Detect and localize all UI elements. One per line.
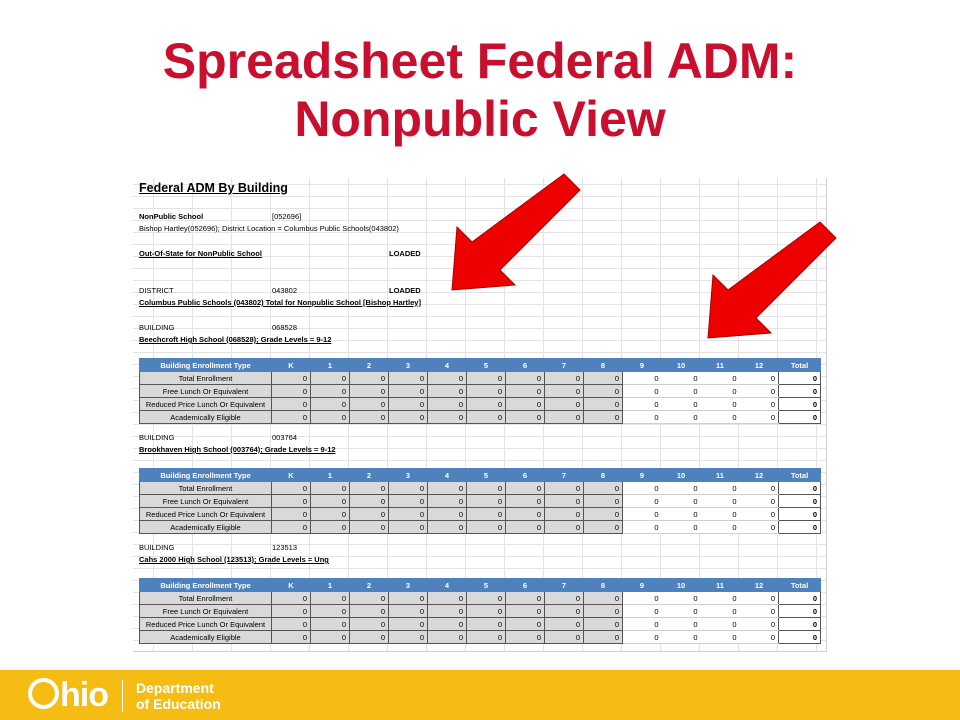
table-cell: 0 (311, 482, 350, 495)
table-cell: 0 (740, 618, 779, 631)
table-cell: 0 (545, 372, 584, 385)
table-row (140, 618, 821, 631)
table-cell: 0 (584, 521, 623, 534)
building-name: Beechcroft High School (068528); Grade Levels = 9-12 (139, 335, 332, 344)
enrollment-table (139, 358, 821, 424)
column-header: 9 (623, 359, 662, 372)
table-cell: 0 (623, 411, 662, 424)
column-header: 5 (467, 359, 506, 372)
table-cell: 0 (701, 385, 740, 398)
oos-status: LOADED (389, 249, 421, 258)
table-cell: 0 (350, 605, 389, 618)
table-cell: 0 (272, 631, 311, 644)
table-cell: 0 (584, 372, 623, 385)
sheet-heading: Federal ADM By Building (139, 181, 288, 195)
table-cell: 0 (779, 592, 821, 605)
table-cell: 0 (584, 508, 623, 521)
row-label: Free Lunch Or Equivalent (140, 605, 272, 618)
table-cell: 0 (779, 605, 821, 618)
table-cell: 0 (506, 411, 545, 424)
table-cell: 0 (623, 631, 662, 644)
table-cell: 0 (584, 605, 623, 618)
column-header: 10 (662, 359, 701, 372)
table-cell: 0 (545, 592, 584, 605)
table-cell: 0 (623, 385, 662, 398)
table-cell: 0 (311, 372, 350, 385)
column-header: 3 (389, 359, 428, 372)
table-cell: 0 (545, 631, 584, 644)
table-cell: 0 (662, 372, 701, 385)
table-cell: 0 (311, 411, 350, 424)
table-cell: 0 (545, 482, 584, 495)
table-row (140, 605, 821, 618)
enrollment-table (139, 578, 821, 644)
table-cell: 0 (350, 411, 389, 424)
table-cell: 0 (701, 411, 740, 424)
column-header: 9 (623, 579, 662, 592)
table-cell: 0 (389, 631, 428, 644)
column-header: 7 (545, 469, 584, 482)
table-cell: 0 (272, 482, 311, 495)
ohio-logo (28, 676, 108, 714)
table-cell: 0 (389, 508, 428, 521)
oos-label: Out-Of-State for NonPublic School (139, 249, 262, 258)
nonpublic-label: NonPublic School (139, 212, 204, 221)
table-cell: 0 (272, 618, 311, 631)
table-cell: 0 (311, 605, 350, 618)
table-cell: 0 (740, 398, 779, 411)
table-cell: 0 (428, 631, 467, 644)
column-header: 6 (506, 469, 545, 482)
table-cell: 0 (584, 385, 623, 398)
table-cell: 0 (740, 372, 779, 385)
table-cell: 0 (506, 508, 545, 521)
column-header: 8 (584, 469, 623, 482)
table-cell: 0 (311, 592, 350, 605)
column-header: 2 (350, 469, 389, 482)
row-label: Reduced Price Lunch Or Equivalent (140, 618, 272, 631)
building-label: BUILDING (139, 543, 175, 552)
table-cell: 0 (545, 495, 584, 508)
table-cell: 0 (779, 618, 821, 631)
column-header: 7 (545, 579, 584, 592)
table-cell: 0 (506, 618, 545, 631)
column-header: 4 (428, 579, 467, 592)
table-cell: 0 (389, 385, 428, 398)
table-cell: 0 (467, 482, 506, 495)
table-cell: 0 (623, 521, 662, 534)
row-label: Reduced Price Lunch Or Equivalent (140, 508, 272, 521)
table-cell: 0 (662, 482, 701, 495)
table-cell: 0 (623, 508, 662, 521)
ohio-logo-ring-icon (28, 678, 59, 709)
table-cell: 0 (428, 398, 467, 411)
title-line-2: Nonpublic View (294, 91, 666, 147)
district-total-line: Columbus Public Schools (043802) Total for Nonpublic School [Bishop Hartley] (139, 298, 421, 307)
table-cell: 0 (584, 482, 623, 495)
district-code: 043802 (272, 286, 298, 295)
table-cell: 0 (272, 495, 311, 508)
table-cell: 0 (740, 521, 779, 534)
table-row (140, 508, 821, 521)
table-cell: 0 (428, 592, 467, 605)
table-row (140, 495, 821, 508)
dept-line-2: of Education (136, 696, 221, 712)
table-cell: 0 (779, 495, 821, 508)
table-cell: 0 (779, 508, 821, 521)
table-cell: 0 (350, 482, 389, 495)
table-cell: 0 (506, 592, 545, 605)
column-header: 4 (428, 469, 467, 482)
table-cell: 0 (272, 521, 311, 534)
table-cell: 0 (467, 495, 506, 508)
column-header: Building Enrollment Type (140, 469, 272, 482)
column-header: Total (779, 359, 821, 372)
table-cell: 0 (350, 521, 389, 534)
table-cell: 0 (428, 508, 467, 521)
table-cell: 0 (467, 592, 506, 605)
table-cell: 0 (428, 495, 467, 508)
table-cell: 0 (428, 411, 467, 424)
table-cell: 0 (389, 605, 428, 618)
column-header: K (272, 359, 311, 372)
table-cell: 0 (545, 411, 584, 424)
table-cell: 0 (545, 605, 584, 618)
column-header: 1 (311, 469, 350, 482)
table-cell: 0 (311, 495, 350, 508)
table-cell: 0 (701, 631, 740, 644)
table-row (140, 372, 821, 385)
column-header: Total (779, 469, 821, 482)
row-label: Free Lunch Or Equivalent (140, 495, 272, 508)
table-cell: 0 (623, 605, 662, 618)
table-cell: 0 (428, 385, 467, 398)
column-header: K (272, 579, 311, 592)
table-cell: 0 (389, 398, 428, 411)
table-cell: 0 (272, 592, 311, 605)
row-label: Total Enrollment (140, 372, 272, 385)
column-header: 4 (428, 359, 467, 372)
table-cell: 0 (311, 631, 350, 644)
table-cell: 0 (545, 385, 584, 398)
table-row (140, 631, 821, 644)
enrollment-table (139, 468, 821, 534)
table-cell: 0 (623, 592, 662, 605)
table-cell: 0 (662, 385, 701, 398)
table-cell: 0 (272, 385, 311, 398)
column-header: 1 (311, 579, 350, 592)
table-cell: 0 (545, 508, 584, 521)
table-cell: 0 (779, 521, 821, 534)
table-cell: 0 (584, 592, 623, 605)
table-cell: 0 (662, 618, 701, 631)
table-cell: 0 (272, 508, 311, 521)
column-header: 1 (311, 359, 350, 372)
table-cell: 0 (467, 618, 506, 631)
table-cell: 0 (584, 631, 623, 644)
column-header: Total (779, 579, 821, 592)
table-cell: 0 (623, 618, 662, 631)
table-cell: 0 (428, 605, 467, 618)
column-header: 2 (350, 359, 389, 372)
column-header: 9 (623, 469, 662, 482)
table-cell: 0 (662, 592, 701, 605)
table-cell: 0 (545, 521, 584, 534)
table-cell: 0 (662, 495, 701, 508)
table-cell: 0 (506, 605, 545, 618)
column-header: 12 (740, 359, 779, 372)
column-header: 6 (506, 579, 545, 592)
row-label: Academically Eligible (140, 631, 272, 644)
table-cell: 0 (467, 508, 506, 521)
table-cell: 0 (623, 495, 662, 508)
table-cell: 0 (389, 521, 428, 534)
table-cell: 0 (311, 618, 350, 631)
table-cell: 0 (428, 372, 467, 385)
nonpublic-code: [052696] (272, 212, 302, 221)
table-cell: 0 (272, 605, 311, 618)
table-cell: 0 (428, 482, 467, 495)
department-name (136, 680, 221, 712)
row-label: Total Enrollment (140, 592, 272, 605)
table-cell: 0 (428, 618, 467, 631)
table-cell: 0 (623, 482, 662, 495)
table-cell: 0 (272, 398, 311, 411)
table-cell: 0 (506, 398, 545, 411)
table-cell: 0 (545, 398, 584, 411)
column-header: 12 (740, 469, 779, 482)
table-cell: 0 (779, 372, 821, 385)
table-cell: 0 (701, 618, 740, 631)
building-code: 068528 (272, 323, 298, 332)
table-cell: 0 (311, 398, 350, 411)
location-line: Bishop Hartley(052696); District Location = Columbus Public Schools(043802) (139, 224, 399, 233)
table-cell: 0 (506, 372, 545, 385)
table-cell: 0 (467, 411, 506, 424)
column-header: 5 (467, 469, 506, 482)
row-label: Reduced Price Lunch Or Equivalent (140, 398, 272, 411)
table-cell: 0 (272, 372, 311, 385)
table-cell: 0 (506, 385, 545, 398)
row-label: Total Enrollment (140, 482, 272, 495)
table-cell: 0 (701, 521, 740, 534)
table-cell: 0 (740, 385, 779, 398)
building-code: 123513 (272, 543, 298, 552)
table-cell: 0 (311, 508, 350, 521)
table-cell: 0 (350, 508, 389, 521)
row-label: Free Lunch Or Equivalent (140, 385, 272, 398)
building-name: Brookhaven High School (003764); Grade Levels = 9-12 (139, 445, 336, 454)
column-header: K (272, 469, 311, 482)
table-cell: 0 (467, 385, 506, 398)
table-cell: 0 (584, 411, 623, 424)
table-cell: 0 (779, 411, 821, 424)
table-header-row (140, 469, 821, 482)
table-cell: 0 (467, 631, 506, 644)
table-cell: 0 (740, 592, 779, 605)
table-cell: 0 (740, 508, 779, 521)
dept-line-1: Department (136, 680, 214, 696)
table-cell: 0 (623, 372, 662, 385)
column-header: 12 (740, 579, 779, 592)
table-cell: 0 (623, 398, 662, 411)
table-cell: 0 (584, 618, 623, 631)
table-cell: 0 (779, 398, 821, 411)
table-cell: 0 (545, 618, 584, 631)
table-cell: 0 (350, 618, 389, 631)
column-header: 11 (701, 579, 740, 592)
table-cell: 0 (467, 605, 506, 618)
table-cell: 0 (662, 398, 701, 411)
table-cell: 0 (701, 482, 740, 495)
table-cell: 0 (662, 605, 701, 618)
table-cell: 0 (740, 495, 779, 508)
district-label: DISTRICT (139, 286, 174, 295)
table-cell: 0 (701, 495, 740, 508)
column-header: Building Enrollment Type (140, 579, 272, 592)
footer-divider (122, 680, 123, 712)
column-header: 6 (506, 359, 545, 372)
table-cell: 0 (701, 398, 740, 411)
column-header: 10 (662, 579, 701, 592)
column-header: 7 (545, 359, 584, 372)
table-cell: 0 (584, 495, 623, 508)
red-arrow-left (440, 160, 590, 300)
table-cell: 0 (311, 385, 350, 398)
slide-title (0, 32, 960, 148)
table-row (140, 398, 821, 411)
table-cell: 0 (389, 592, 428, 605)
column-header: 11 (701, 469, 740, 482)
column-header: 11 (701, 359, 740, 372)
table-cell: 0 (389, 618, 428, 631)
table-cell: 0 (701, 508, 740, 521)
table-cell: 0 (389, 372, 428, 385)
table-row (140, 411, 821, 424)
table-cell: 0 (740, 631, 779, 644)
column-header: Building Enrollment Type (140, 359, 272, 372)
district-status: LOADED (389, 286, 421, 295)
table-cell: 0 (701, 605, 740, 618)
table-cell: 0 (311, 521, 350, 534)
table-row (140, 482, 821, 495)
table-cell: 0 (350, 385, 389, 398)
table-cell: 0 (467, 372, 506, 385)
building-name: Cahs 2000 High School (123513); Grade Levels = Ung (139, 555, 329, 564)
building-label: BUILDING (139, 433, 175, 442)
table-cell: 0 (350, 495, 389, 508)
table-header-row (140, 579, 821, 592)
column-header: 5 (467, 579, 506, 592)
table-row (140, 521, 821, 534)
table-cell: 0 (662, 508, 701, 521)
table-cell: 0 (701, 372, 740, 385)
red-arrow-right (700, 212, 850, 352)
row-label: Academically Eligible (140, 411, 272, 424)
table-cell: 0 (389, 411, 428, 424)
table-cell: 0 (272, 411, 311, 424)
table-cell: 0 (350, 592, 389, 605)
table-cell: 0 (389, 495, 428, 508)
ohio-logo-text: hio (60, 676, 108, 714)
table-row (140, 385, 821, 398)
table-cell: 0 (779, 482, 821, 495)
table-cell: 0 (506, 495, 545, 508)
table-cell: 0 (350, 398, 389, 411)
table-header-row (140, 359, 821, 372)
column-header: 8 (584, 579, 623, 592)
table-cell: 0 (389, 482, 428, 495)
table-cell: 0 (506, 631, 545, 644)
table-cell: 0 (506, 521, 545, 534)
table-cell: 0 (740, 605, 779, 618)
table-cell: 0 (779, 385, 821, 398)
table-cell: 0 (467, 398, 506, 411)
row-label: Academically Eligible (140, 521, 272, 534)
table-cell: 0 (740, 411, 779, 424)
column-header: 8 (584, 359, 623, 372)
table-cell: 0 (584, 398, 623, 411)
table-cell: 0 (506, 482, 545, 495)
column-header: 2 (350, 579, 389, 592)
column-header: 3 (389, 579, 428, 592)
building-label: BUILDING (139, 323, 175, 332)
table-cell: 0 (740, 482, 779, 495)
column-header: 3 (389, 469, 428, 482)
table-row (140, 592, 821, 605)
column-header: 10 (662, 469, 701, 482)
title-line-1: Spreadsheet Federal ADM: (162, 33, 798, 89)
building-code: 003764 (272, 433, 298, 442)
table-cell: 0 (467, 521, 506, 534)
table-cell: 0 (662, 521, 701, 534)
table-cell: 0 (701, 592, 740, 605)
table-cell: 0 (428, 521, 467, 534)
table-cell: 0 (350, 372, 389, 385)
table-cell: 0 (779, 631, 821, 644)
table-cell: 0 (662, 631, 701, 644)
table-cell: 0 (662, 411, 701, 424)
table-cell: 0 (350, 631, 389, 644)
